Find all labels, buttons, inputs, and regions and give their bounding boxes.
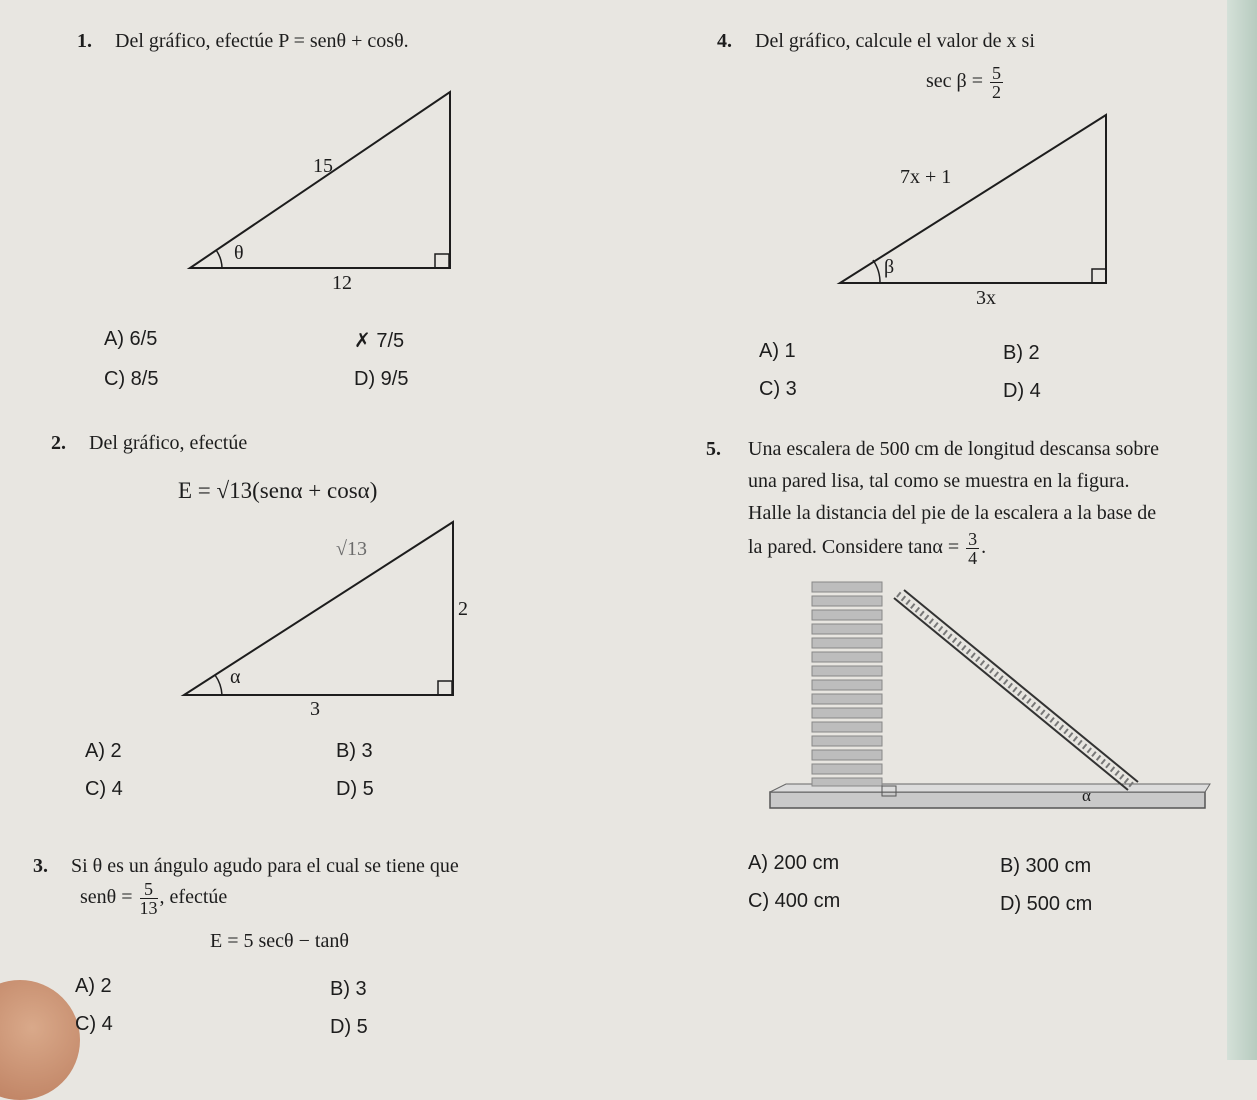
q2-triangle — [184, 522, 453, 695]
q1-option-b[interactable] — [354, 328, 404, 353]
q1-triangle — [190, 92, 450, 268]
q2-base-label: 3 — [310, 698, 320, 720]
q5-fraction — [966, 530, 979, 567]
q4-cond-left: sec β = — [926, 70, 983, 93]
q2-number: 2. — [51, 432, 66, 454]
q5-number: 5. — [706, 438, 721, 460]
q5-frac-num: 3 — [968, 529, 978, 549]
brick-wall — [812, 582, 882, 786]
q4-option-c[interactable]: C) 3 — [759, 378, 797, 400]
floor-slab — [770, 792, 1205, 808]
q3-question — [33, 855, 459, 878]
q2-hyp-label: √13 — [336, 538, 367, 560]
q1-option-a[interactable]: A) 6/5 — [104, 328, 158, 350]
q1-option-b-text: 7/5 — [376, 330, 405, 352]
q2-question — [51, 432, 247, 455]
q1-option-d[interactable]: D) 9/5 — [354, 368, 409, 390]
q5-option-d[interactable]: D) 500 cm — [1000, 893, 1093, 915]
q4-option-b[interactable]: B) 2 — [1003, 342, 1040, 364]
q3-formula: E = 5 secθ − tanθ — [210, 930, 349, 952]
q4-triangle — [840, 115, 1106, 283]
q5-option-c[interactable]: C) 400 cm — [748, 890, 841, 912]
q4-option-a[interactable]: A) 1 — [759, 340, 796, 362]
q5-line-2: una pared lisa, tal como se muestra en la figura. — [748, 470, 1130, 492]
q2-formula: E = √13(senα + cosα) — [178, 478, 378, 503]
q1-option-c[interactable]: C) 8/5 — [104, 368, 159, 390]
q3-number: 3. — [33, 855, 48, 877]
q4-condition — [926, 64, 1005, 101]
q4-prompt: Del gráfico, calcule el valor de x si — [755, 30, 1035, 52]
q1-prompt: Del gráfico, efectúe P = senθ + cosθ. — [115, 30, 409, 52]
q3-cond-right: , efectúe — [159, 886, 228, 909]
q3-cond-left: senθ = — [80, 886, 133, 909]
q2-option-a[interactable]: A) 2 — [85, 740, 122, 762]
q2-option-d[interactable]: D) 5 — [336, 778, 374, 800]
q5-option-b[interactable]: B) 300 cm — [1000, 855, 1092, 877]
q3-condition — [80, 880, 227, 917]
q5-last-line: la pared. Considere tanα = — [748, 536, 960, 559]
q3-fraction — [140, 880, 158, 917]
q3-option-c[interactable]: C) 4 — [75, 1013, 113, 1035]
q1-base-label: 12 — [332, 272, 352, 294]
q1-question — [77, 30, 409, 53]
q5-question — [706, 438, 1159, 461]
q3-frac-den: 13 — [139, 898, 158, 918]
ladder — [894, 590, 1138, 790]
q2-option-b[interactable]: B) 3 — [336, 740, 373, 762]
q5-angle-label: α — [1082, 786, 1091, 805]
q4-option-d[interactable]: D) 4 — [1003, 380, 1041, 402]
q4-question — [717, 30, 1035, 53]
q4-number: 4. — [717, 30, 732, 52]
q4-base-label: 3x — [976, 287, 996, 309]
q1-angle-label: θ — [234, 242, 244, 264]
q4-frac-den: 2 — [992, 82, 1001, 102]
q3-option-b[interactable]: B) 3 — [330, 978, 367, 1000]
q5-frac-den: 4 — [968, 548, 978, 568]
q5-line-4: la pared. Considere tanα = $\frac{3}{4}$ . — [748, 529, 987, 568]
q2-angle-label: α — [230, 666, 241, 688]
q5-line-1: Una escalera de 500 cm de longitud descansa sobre — [748, 438, 1159, 460]
q3-prompt: Si θ es un ángulo agudo para el cual se tiene que — [71, 855, 459, 877]
q4-fraction — [990, 64, 1003, 101]
q1-number: 1. — [77, 30, 92, 52]
q4-hyp-label: 7x + 1 — [900, 166, 952, 188]
q3-option-a[interactable]: A) 2 — [75, 975, 112, 997]
q5-option-a[interactable]: A) 200 cm — [748, 852, 840, 874]
q4-angle-label: β — [884, 256, 895, 278]
q2-side-label: 2 — [458, 598, 468, 620]
q2-option-c[interactable]: C) 4 — [85, 778, 123, 800]
q3-frac-num: 5 — [140, 880, 158, 899]
q3-option-d[interactable]: D) 5 — [330, 1016, 368, 1038]
q1-hyp-label: 15 — [313, 155, 333, 177]
q5-illustration — [770, 582, 1210, 808]
marked-b-icon: ✗ — [354, 330, 371, 352]
q5-line-3: Halle la distancia del pie de la escalera a la base de — [748, 502, 1157, 524]
q2-prompt: Del gráfico, efectúe — [89, 432, 248, 454]
q4-frac-num: 5 — [992, 63, 1001, 83]
